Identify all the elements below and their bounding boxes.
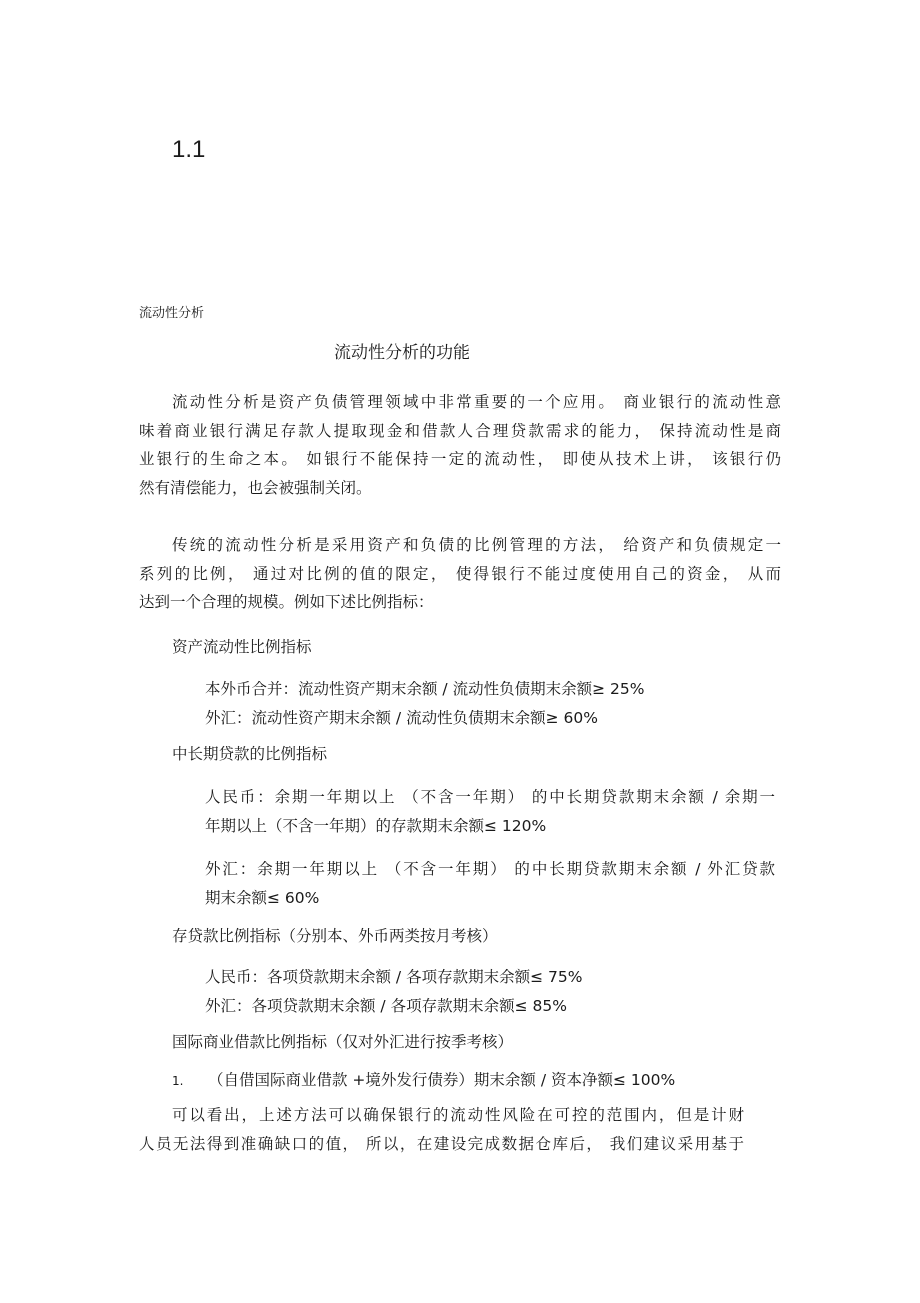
asset-liquidity-heading: 资产流动性比例指标 [172,638,312,656]
indicator-line: 年期以上（不含一年期）的存款期末余额≤ 120% [205,817,547,835]
paragraph-line: 然有清偿能力，也会被强制关闭。 [139,478,372,497]
paragraph-line: 业银行的生命之本。 如银行不能保持一定的流动性， 即使从技术上讲， 该银行仍 [139,450,781,468]
intl-borrowing-heading: 国际商业借款比例指标（仅对外汇进行按季考核） [172,1033,514,1051]
paragraph-3 [139,1101,744,1158]
indicator-line: 外汇：余期一年期以上 （不含一年期） 的中长期贷款期末余额 / 外汇贷款 [205,860,775,878]
deposit-loan-item: 外汇：各项贷款期末余额 / 各项存款期末余额≤ 85% [205,997,567,1015]
asset-liquidity-item: 外汇：流动性资产期末余额 / 流动性负债期末余额≥ 60% [205,709,598,727]
medium-long-loan-fx [205,855,775,913]
medium-long-loan-heading: 中长期贷款的比例指标 [172,745,328,763]
list-number: 1. [172,1074,184,1088]
indicator-line: 期末余额≤ 60% [205,889,320,907]
paragraph-line: 味着商业银行满足存款人提取现金和借款人合理贷款需求的能力， 保持流动性是商 [139,421,781,440]
section-number: 1.1 [172,136,206,163]
paragraph-line: 人员无法得到准确缺口的值， 所以，在建设完成数据仓库后， 我们建议采用基于 [139,1134,744,1153]
paragraph-line: 可以看出，上述方法可以确保银行的流动性风险在可控的范围内，但是计财 [172,1106,744,1124]
deposit-loan-heading: 存贷款比例指标（分别本、外币两类按月考核） [172,927,498,945]
paragraph-line: 流动性分析是资产负债管理领域中非常重要的一个应用。 商业银行的流动性意 [172,393,781,411]
paragraph-line: 传统的流动性分析是采用资产和负债的比例管理的方法， 给资产和负债规定一 [172,536,781,554]
indicator-line: 人民币：余期一年期以上 （不含一年期） 的中长期贷款期末余额 / 余期一 [205,788,775,806]
paragraph-2 [139,531,781,617]
section-label: 流动性分析 [139,306,205,321]
intl-borrowing-item [172,1066,675,1096]
document-title: 流动性分析的功能 [334,343,470,363]
paragraph-line: 系列的比例， 通过对比例的值的限定， 使得银行不能过度使用自己的资金， 从而 [139,564,781,583]
paragraph-1 [139,388,781,502]
deposit-loan-item: 人民币：各项贷款期末余额 / 各项存款期末余额≤ 75% [205,968,583,986]
intl-borrowing-text: （自借国际商业借款 +境外发行债券）期末余额 / 资本净额≤ 100% [208,1071,676,1089]
paragraph-line: 达到一个合理的规模。例如下述比例指标： [139,593,434,611]
medium-long-loan-rmb [205,783,775,841]
asset-liquidity-item: 本外币合并：流动性资产期末余额 / 流动性负债期末余额≥ 25% [205,680,645,698]
